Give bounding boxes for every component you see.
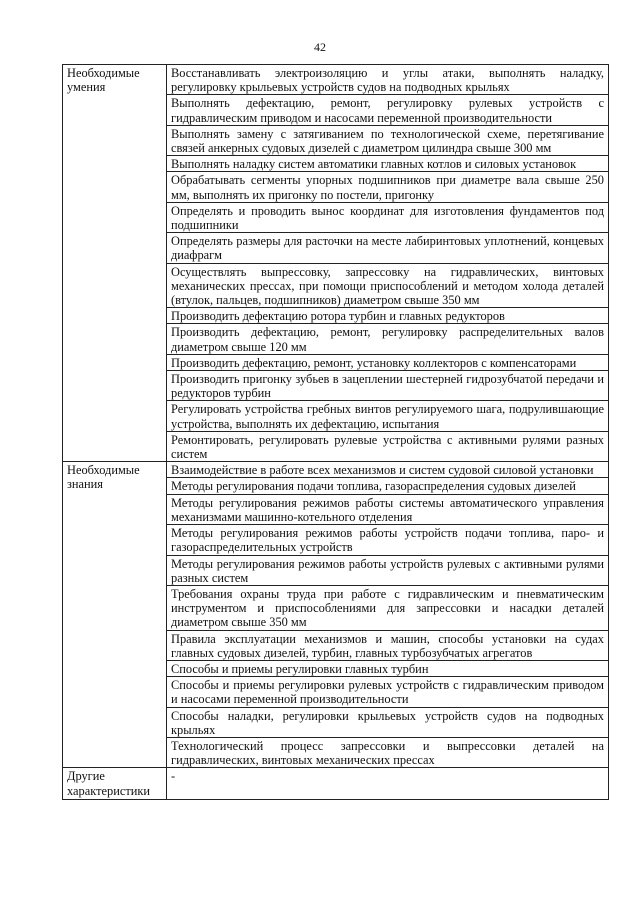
skill-item: Восстанавливать электроизоляцию и углы атаки, выполнять наладку, регулировку крыльевых устройств судов на подводных крыльях — [167, 65, 609, 95]
page-number: 42 — [314, 40, 326, 54]
knowledge-item: Способы и приемы регулировки рулевых устройств с гидравлическим приводом и насосами переменной производительности — [167, 677, 609, 707]
skill-item: Выполнять наладку систем автоматики главных котлов и силовых установок — [167, 156, 609, 172]
knowledge-item: Методы регулирования режимов работы системы автоматического управления механизмами машинно-котельного отделения — [167, 494, 609, 524]
skill-item: Производить дефектацию, ремонт, установку коллекторов с компенсаторами — [167, 354, 609, 370]
other-label: Другие характеристики — [63, 768, 167, 800]
skill-item: Выполнять дефектацию, ремонт, регулировку рулевых устройств с гидравлическим приводом и насосами переменной производительности — [167, 95, 609, 125]
table-row — [63, 65, 609, 95]
skill-item: Производить дефектацию ротора турбин и главных редукторов — [167, 308, 609, 324]
skill-item: Осуществлять выпрессовку, запрессовку на гидравлических, винтовых механических прессах, при помощи приспособлений и методом холода деталей (втулок, пальцев, подшипников) диаметром свыше 350 мм — [167, 263, 609, 308]
qualification-table — [62, 64, 609, 800]
skills-section — [63, 65, 609, 462]
table-row — [63, 768, 609, 800]
knowledge-label: Необходимые знания — [63, 462, 167, 768]
knowledge-item: Взаимодействие в работе всех механизмов и систем судовой силовой установки — [167, 462, 609, 478]
skill-item: Производить дефектацию, ремонт, регулировку распределительных валов диаметром свыше 120 мм — [167, 324, 609, 354]
skill-item: Обрабатывать сегменты упорных подшипников при диаметре вала свыше 250 мм, выполнять их пригонку по постели, пригонку — [167, 172, 609, 202]
knowledge-item: Правила эксплуатации механизмов и машин, способы установки на судах главных судовых дизелей, турбин, главных турбозубчатых агрегатов — [167, 630, 609, 660]
knowledge-item: Технологический процесс запрессовки и выпрессовки деталей на гидравлических, винтовых механических прессах — [167, 737, 609, 767]
knowledge-item: Методы регулирования подачи топлива, газораспределения судовых дизелей — [167, 478, 609, 494]
other-section — [63, 768, 609, 800]
table-row — [63, 462, 609, 478]
skill-item: Производить пригонку зубьев в зацеплении шестерней гидрозубчатой передачи и редукторов турбин — [167, 371, 609, 401]
other-value: - — [167, 768, 609, 800]
knowledge-item: Способы и приемы регулировки главных турбин — [167, 660, 609, 676]
knowledge-section — [63, 462, 609, 768]
skill-item: Ремонтировать, регулировать рулевые устройства с активными рулями разных систем — [167, 431, 609, 461]
knowledge-item: Методы регулирования режимов работы устройств рулевых с активными рулями разных систем — [167, 555, 609, 585]
skill-item: Определять и проводить вынос координат для изготовления фундаментов под подшипники — [167, 202, 609, 232]
skill-item: Определять размеры для расточки на месте лабиринтовых уплотнений, концевых диафрагм — [167, 233, 609, 263]
skill-item: Выполнять замену с затягиванием по технологической схеме, перетягивание связей анкерных судовых дизелей с диаметром цилиндра свыше 300 мм — [167, 125, 609, 155]
knowledge-item: Требования охраны труда при работе с гидравлическим и пневматическим инструментом и приспособлениями для запрессовки и насадки деталей диаметром свыше 350 мм — [167, 585, 609, 630]
knowledge-item: Методы регулирования режимов работы устройств подачи топлива, паро- и газораспределительных устройств — [167, 525, 609, 555]
skills-label: Необходимые умения — [63, 65, 167, 462]
skill-item: Регулировать устройства гребных винтов регулируемого шага, подрулившающие устройства, выполнять их дефектацию, испытания — [167, 401, 609, 431]
knowledge-item: Способы наладки, регулировки крыльевых устройств судов на подводных крыльях — [167, 707, 609, 737]
